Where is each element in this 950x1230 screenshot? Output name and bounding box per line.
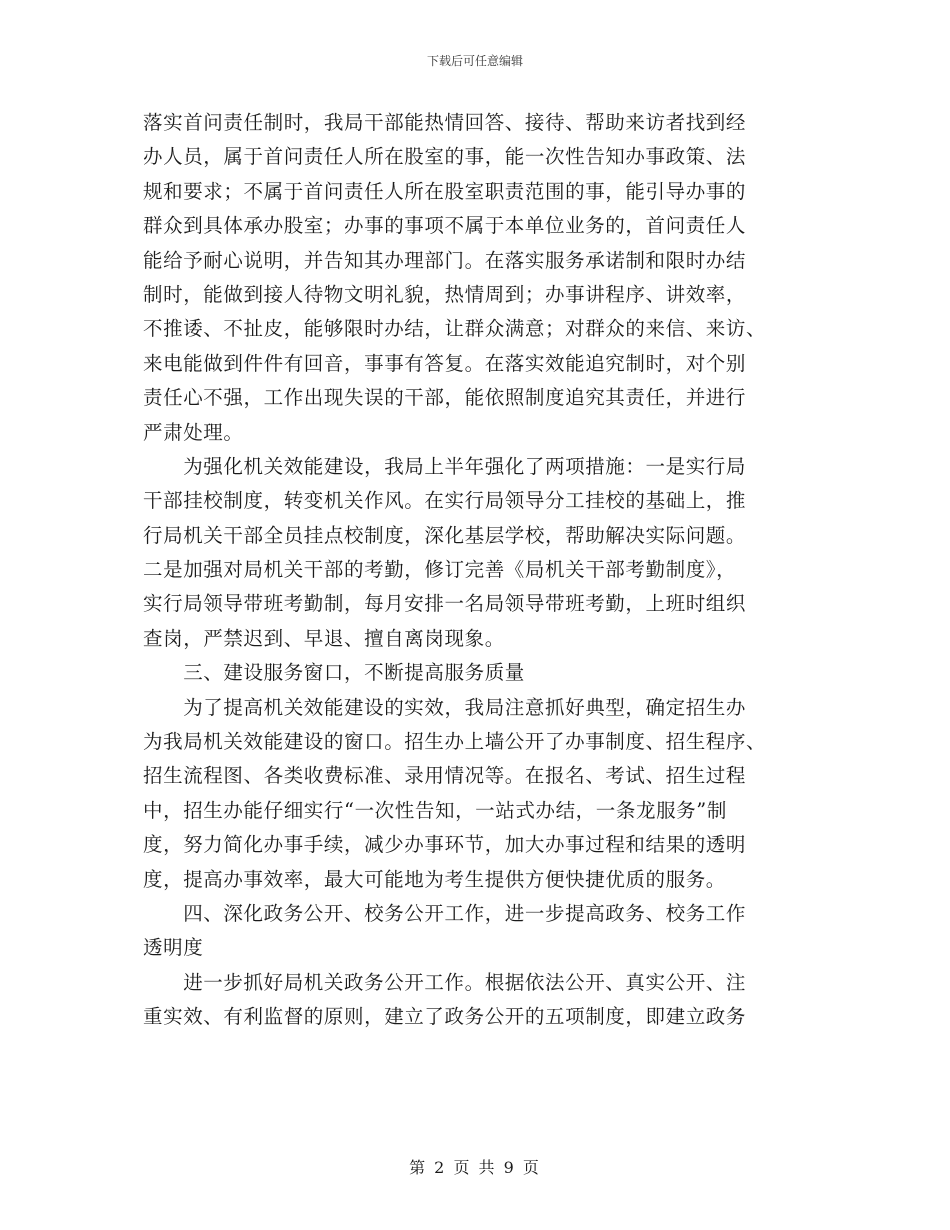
text-line: 不推诿、不扯皮，能够限时办结，让群众满意；对群众的来信、来访、 [143, 317, 767, 341]
text-line: 干部挂校制度，转变机关作风。在实行局领导分工挂校的基础上，推 [143, 489, 747, 513]
text-line: 责任心不强，工作出现失误的干部，能依照制度追究其责任，并进行 [143, 386, 747, 410]
text-line: 度，提高办事效率，最大可能地为考生提供方便快捷优质的服务。 [143, 867, 726, 891]
text-line: 透明度 [143, 936, 204, 960]
text-line: 进一步抓好局机关政务公开工作。根据依法公开、真实公开、注 [143, 970, 747, 994]
text-line: 三、建设服务窗口，不断提高服务质量 [143, 661, 525, 685]
text-line: 为我局机关效能建设的窗口。招生办上墙公开了办事制度、招生程序、 [143, 730, 767, 754]
text-line: 群众到具体承办股室；办事的事项不属于本单位业务的，首问责任人 [143, 214, 747, 238]
text-line: 能给予耐心说明，并告知其办理部门。在落实服务承诺制和限时办结 [143, 248, 747, 272]
text-line: 二是加强对局机关干部的考勤，修订完善《局机关干部考勤制度》， [143, 558, 737, 582]
text-line: 为强化机关效能建设，我局上半年强化了两项措施：一是实行局 [143, 454, 747, 478]
text-line: 办人员，属于首问责任人所在股室的事，能一次性告知办事政策、法 [143, 145, 747, 169]
text-line: 中，招生办能仔细实行“一次性告知，一站式办结，一条龙服务”制 [143, 798, 727, 822]
text-line: 为了提高机关效能建设的实效，我局注意抓好典型，确定招生办 [143, 695, 747, 719]
text-line: 度，努力简化办事手续，减少办事环节，加大办事过程和结果的透明 [143, 833, 747, 857]
document-body [143, 106, 808, 1035]
page-header: 下载后可任意编辑 [426, 54, 523, 68]
text-line: 招生流程图、各类收费标准、录用情况等。在报名、考试、招生过程 [143, 764, 747, 788]
text-line: 来电能做到件件有回音，事事有答复。在落实效能追究制时，对个别 [143, 351, 747, 375]
text-line: 落实首问责任制时，我局干部能热情回答、接待、帮助来访者找到经 [143, 111, 747, 134]
text-line: 严肃处理。 [143, 420, 244, 444]
text-line: 查岗，严禁迟到、早退、擅自离岗现象。 [143, 626, 505, 650]
page-number: 第 2 页 共 9 页 [409, 1158, 541, 1177]
text-line: 四、深化政务公开、校务公开工作，进一步提高政务、校务工作 [143, 901, 747, 925]
text-line: 重实效、有利监督的原则，建立了政务公开的五项制度，即建立政务 [143, 1005, 747, 1029]
text-line: 制时，能做到接人待物文明礼貌，热情周到；办事讲程序、讲效率， [143, 282, 747, 306]
text-line: 实行局领导带班考勤制，每月安排一名局领导带班考勤，上班时组织 [143, 592, 747, 616]
text-line: 规和要求；不属于首问责任人所在股室职责范围的事，能引导办事的 [143, 179, 747, 203]
text-line: 行局机关干部全员挂点校制度，深化基层学校，帮助解决实际问题。 [143, 523, 747, 547]
